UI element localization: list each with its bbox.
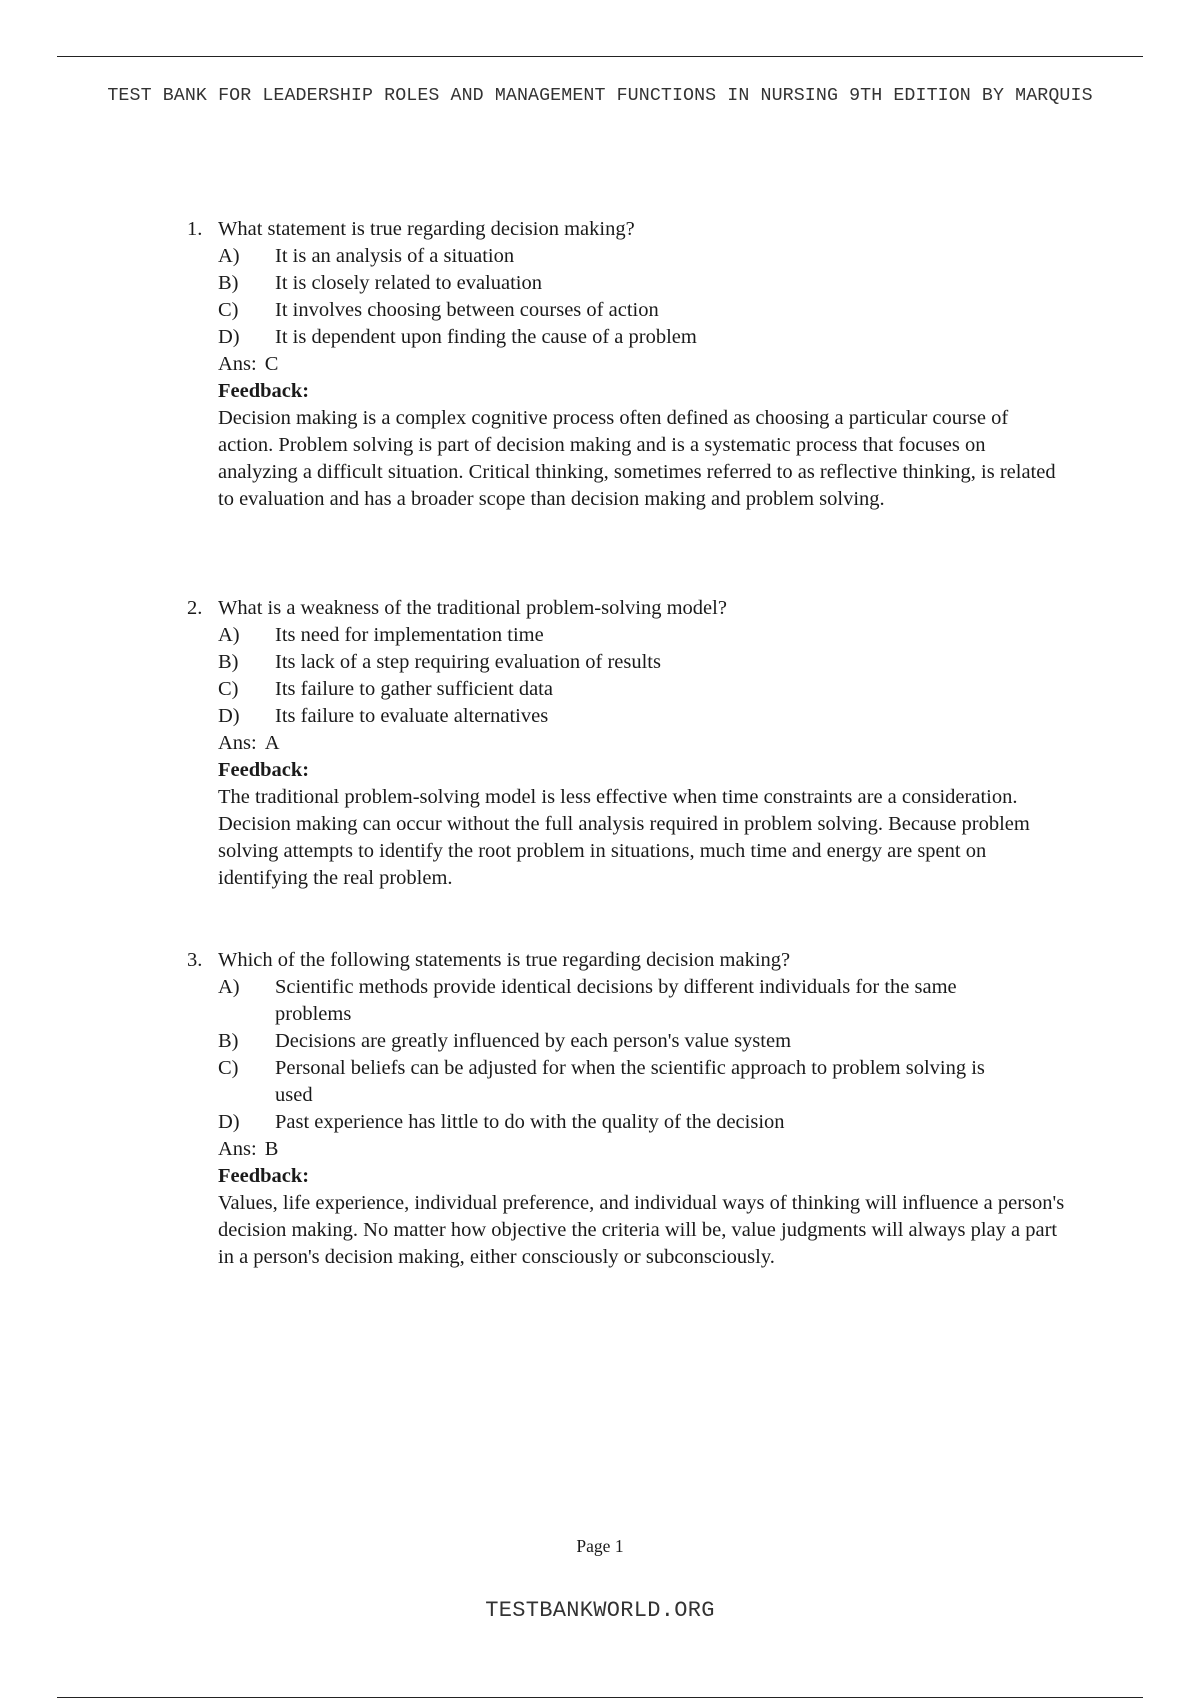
option-a: [218, 974, 1067, 1028]
question-stem: [187, 947, 1067, 974]
question-number: 3.: [187, 949, 203, 971]
option-b: [218, 649, 1067, 676]
option-letter: B): [218, 272, 239, 294]
feedback-text: Decision making is a complex cognitive process often defined as choosing a particular course of action. Problem solving is part of decision making and is a systematic process that focuses on analyzing a difficult situation. Critical thinking, sometimes referred to as reflective thinking, is related to evaluation and has a broader scope than decision making and problem solving.: [218, 407, 1056, 510]
question-stem: [187, 595, 1067, 622]
question-3: [187, 947, 1067, 1271]
question-2: [187, 595, 1067, 892]
option-text: Its failure to evaluate alternatives: [275, 705, 549, 727]
feedback-label: Feedback:: [218, 1165, 310, 1187]
option-text: Its lack of a step requiring evaluation of results: [275, 651, 661, 673]
feedback-label: Feedback:: [218, 759, 310, 781]
answer-line: [218, 351, 1067, 378]
option-a: [218, 622, 1067, 649]
option-d: [218, 703, 1067, 730]
option-letter: A): [218, 976, 240, 998]
option-text: It is an analysis of a situation: [275, 245, 515, 267]
option-letter: C): [218, 678, 239, 700]
option-letter: B): [218, 651, 239, 673]
answer-label: Ans:: [218, 353, 257, 375]
answer-line: [218, 730, 1067, 757]
option-text: Decisions are greatly influenced by each person's value system: [275, 1030, 792, 1052]
answer-line: [218, 1136, 1067, 1163]
option-letter: D): [218, 1111, 240, 1133]
option-c: [218, 676, 1067, 703]
option-text: Personal beliefs can be adjusted for when the scientific approach to problem solving is used: [275, 1057, 985, 1106]
feedback-text: Values, life experience, individual preference, and individual ways of thinking will influence a person's decision making. No matter how objective the criteria will be, value judgments will always play a part in a person's decision making, either consciously or subconsciously.: [218, 1192, 1065, 1268]
option-letter: A): [218, 245, 240, 267]
question-stem: [187, 216, 1067, 243]
feedback-text: The traditional problem-solving model is less effective when time constraints are a consideration. Decision making can occur without the full analysis required in problem solving. Because problem solving attempts to identify the root problem in situations, much time and energy are spent on identifying the real problem.: [218, 786, 1030, 889]
option-text: Past experience has little to do with the quality of the decision: [275, 1111, 785, 1133]
option-c: [218, 297, 1067, 324]
question-1: [187, 216, 1067, 513]
option-text: It is dependent upon finding the cause of a problem: [275, 326, 697, 348]
option-text: It is closely related to evaluation: [275, 272, 542, 294]
question-text: Which of the following statements is true regarding decision making?: [218, 949, 791, 971]
option-d: [218, 324, 1067, 351]
option-b: [218, 270, 1067, 297]
option-text: It involves choosing between courses of action: [275, 299, 659, 321]
answer-value: A: [264, 732, 280, 754]
answer-value: B: [264, 1138, 279, 1160]
footer-divider: [57, 1697, 1143, 1698]
option-text: Scientific methods provide identical decisions by different individuals for the same problems: [275, 976, 957, 1025]
options-list: [218, 243, 1067, 351]
answer-value: C: [264, 353, 279, 375]
option-d: [218, 1109, 1067, 1136]
option-c: [218, 1055, 1067, 1109]
feedback-label: Feedback:: [218, 380, 310, 402]
answer-label: Ans:: [218, 1138, 257, 1160]
question-number: 2.: [187, 597, 203, 619]
options-list: [218, 974, 1067, 1136]
option-letter: C): [218, 1057, 239, 1079]
option-letter: D): [218, 705, 240, 727]
option-a: [218, 243, 1067, 270]
option-letter: A): [218, 624, 240, 646]
question-text: What is a weakness of the traditional problem-solving model?: [218, 597, 727, 619]
footer-website: TESTBANKWORLD.ORG: [485, 1598, 715, 1623]
option-letter: B): [218, 1030, 239, 1052]
question-text: What statement is true regarding decision making?: [218, 218, 635, 240]
option-b: [218, 1028, 1067, 1055]
document-header: TEST BANK FOR LEADERSHIP ROLES AND MANAGEMENT FUNCTIONS IN NURSING 9TH EDITION BY MARQUIS: [107, 86, 1093, 106]
option-letter: D): [218, 326, 240, 348]
option-text: Its need for implementation time: [275, 624, 544, 646]
header-divider: [57, 56, 1143, 57]
option-text: Its failure to gather sufficient data: [275, 678, 553, 700]
options-list: [218, 622, 1067, 730]
answer-label: Ans:: [218, 732, 257, 754]
option-letter: C): [218, 299, 239, 321]
question-number: 1.: [187, 218, 203, 240]
page-number: Page 1: [576, 1536, 624, 1556]
